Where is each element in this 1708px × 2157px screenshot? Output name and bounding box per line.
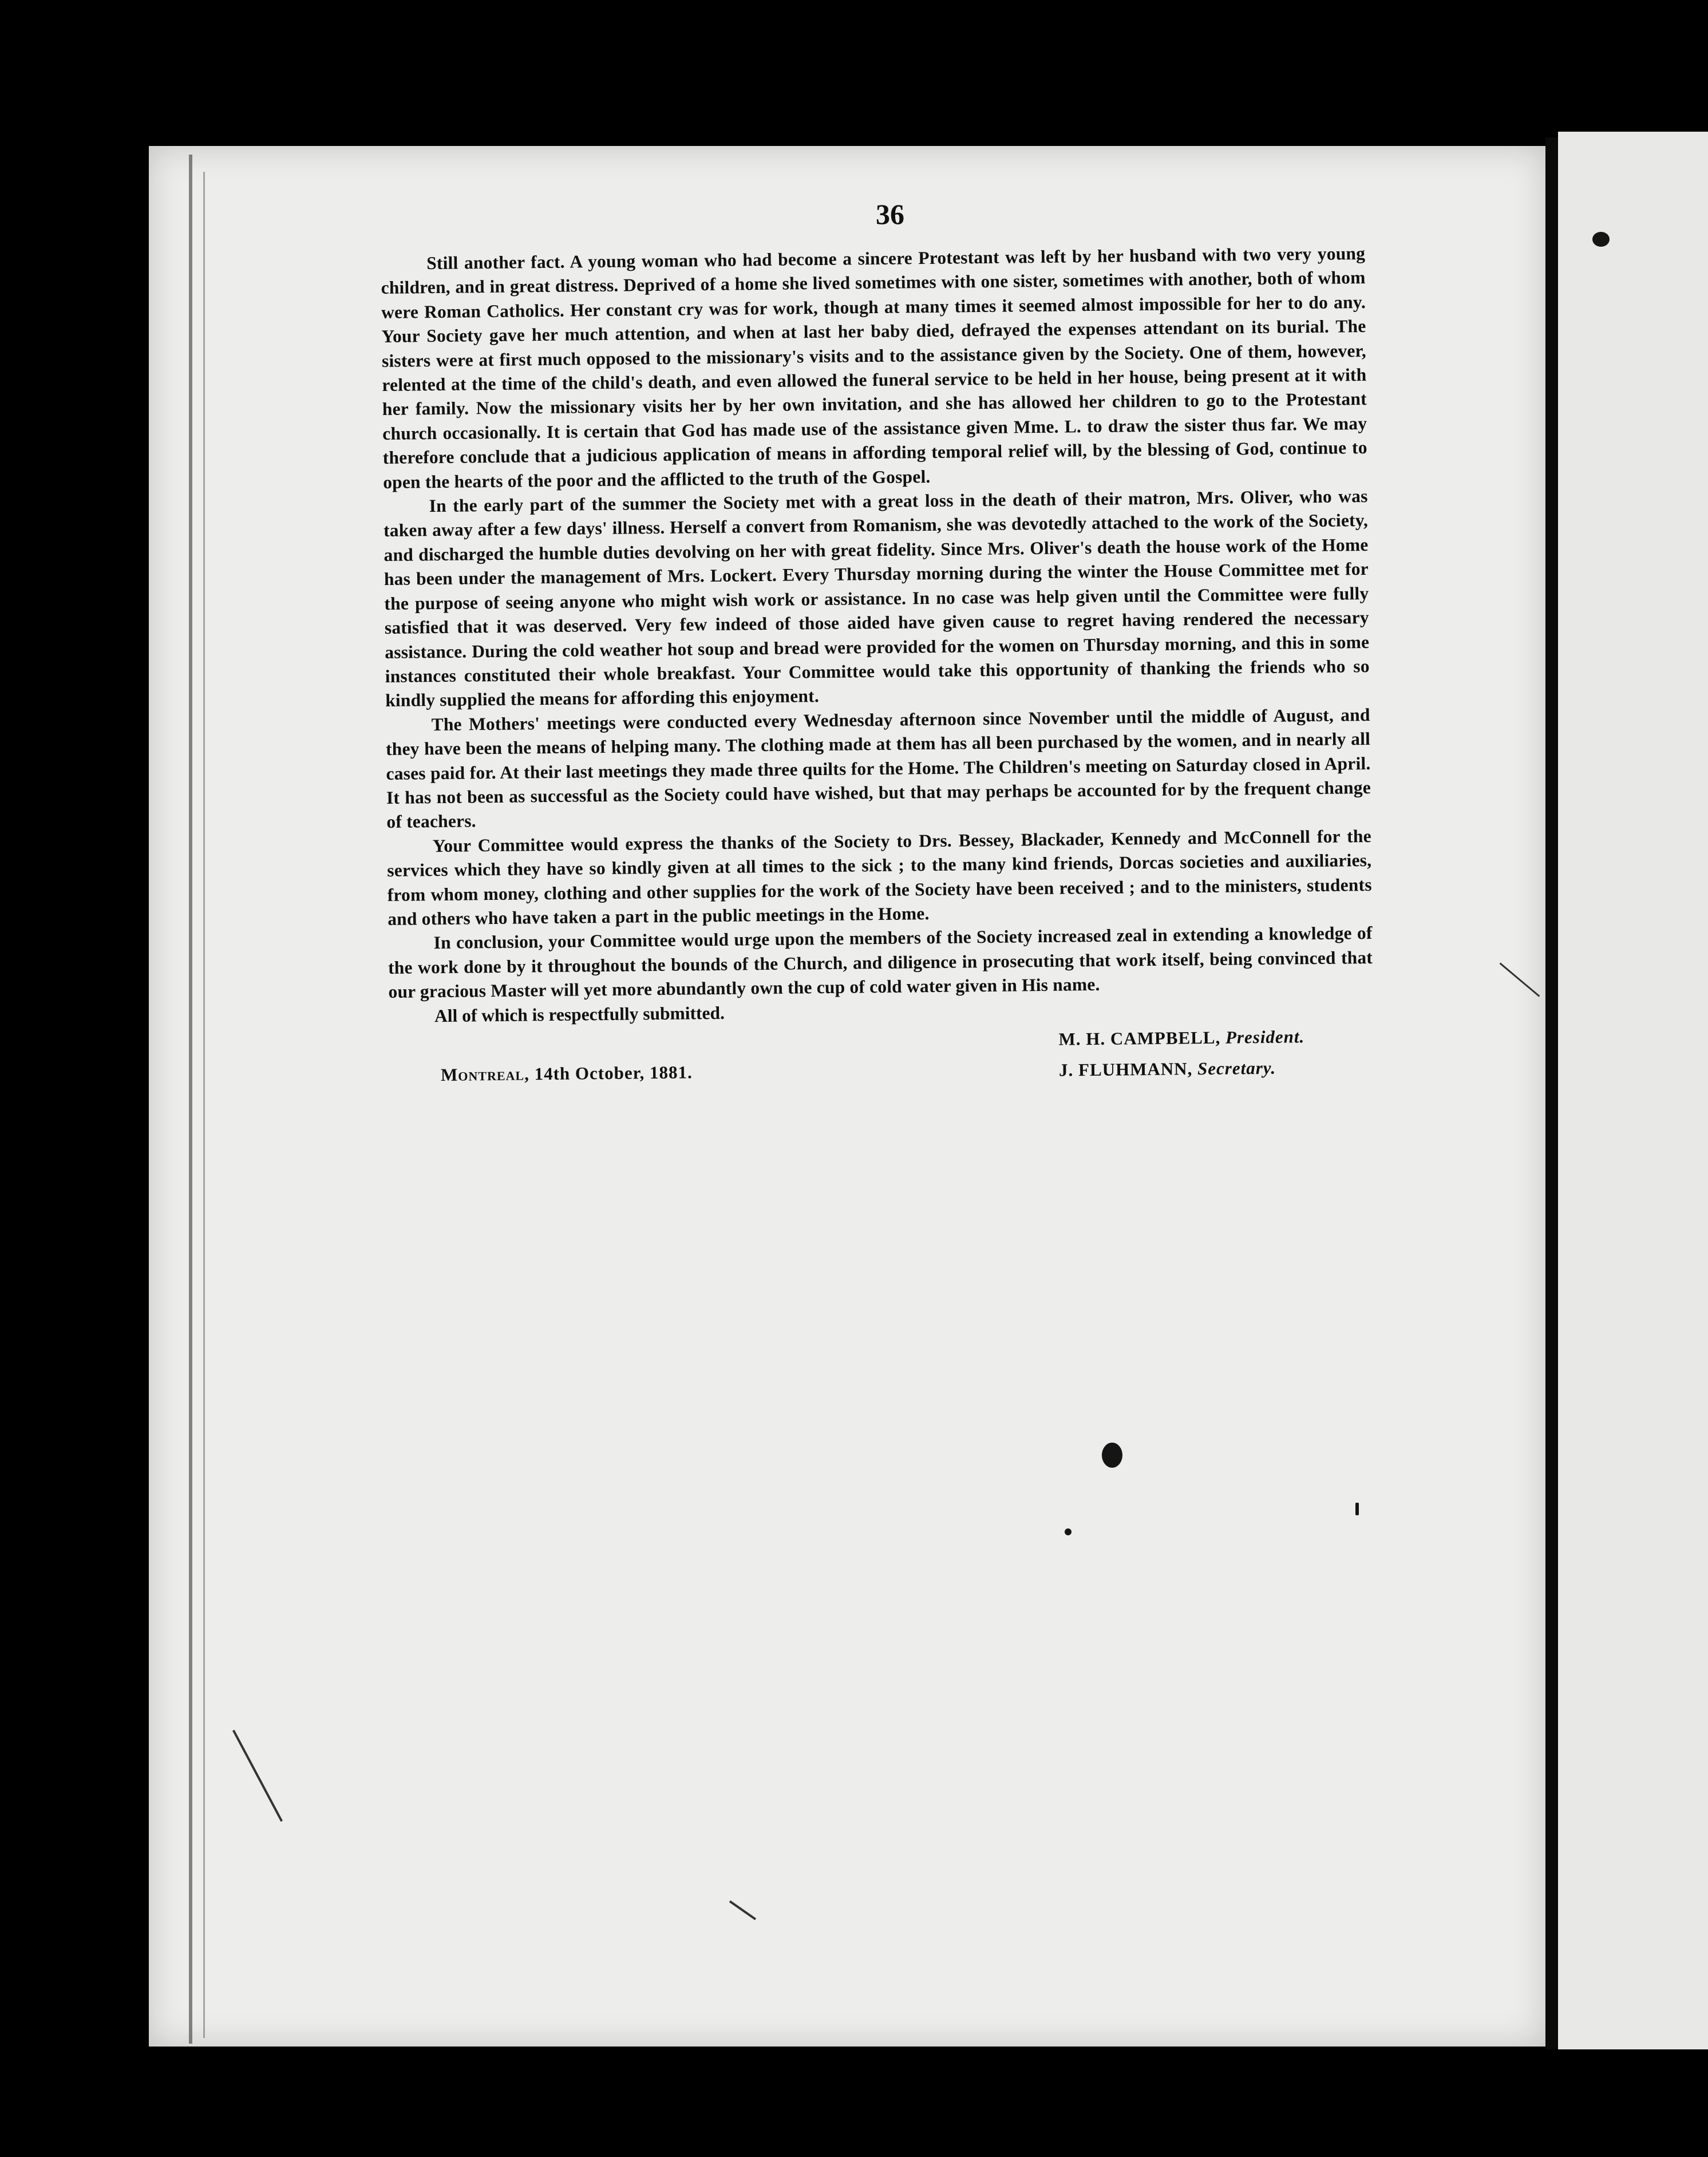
scan-speck — [1065, 1528, 1072, 1535]
paragraph-thanks: Your Committee would express the thanks of the Society to Drs. Bessey, Blackader, Kennedy and McConnell for the services which they have so kindly given at all times to the sick ; to the many kind friends, Dorcas societies and auxiliaries, from whom money, clothing and other supplies for the work of the Society have been received ; and to the ministers, students and others who have taken a part in the public meetings in the Home. — [387, 825, 1372, 929]
report-date: , 14th October, 1881. — [524, 1061, 693, 1084]
page-gutter — [1545, 137, 1558, 2049]
closing-line: All of which is respectfully submitted. — [434, 1002, 725, 1026]
signatory-secretary — [1059, 1052, 1305, 1085]
paragraph-matron-death: In the early part of the summer the Society met with a great loss in the death of their matron, Mrs. Oliver, who was taken away after a few days' illness. Herself a convert from Romanism, she was devotedly attached to the work of the Society, and discharged the humble duties devolving on her with great fidelity. Since Mrs. Oliver's death the house work of the Home has been under the management of Mrs. Lockert. Every Thursday morning during the winter the House Committee met for the purpose of seeing anyone who might wish work or assistance. In no case was help given until the Committee were fully satisfied that it was deserved. Very few indeed of those aided have given cause to regret having rendered the necessary assistance. During the cold weather hot soup and bread were provided for the women on Thursday morning, and this in some instances constituted their whole breakfast. Your Committee would take this opportunity of thanking the friends who so kindly supplied the means for affording this enjoyment. — [383, 486, 1370, 711]
page-number: 36 — [876, 198, 904, 230]
scan-speck — [1592, 232, 1610, 247]
scan-speck — [1355, 1503, 1359, 1515]
signatories — [1058, 1021, 1305, 1085]
paragraph-mothers-meetings: The Mothers' meetings were conducted every Wednesday afternoon since November until the middle of August, and they have been the means of helping many. The clothing made at them has all been purchased by the women, and in nearly all cases paid for. At their last meetings they made three quilts for the Home. The Children's meeting on Saturday closed in April. It has not been as successful as the Society could have wished, but that may perhaps be accounted for by the frequent change of teachers. — [385, 704, 1371, 832]
report-body — [381, 242, 1374, 1100]
signatory-name: M. H. CAMPBELL, — [1058, 1027, 1221, 1049]
page-binding-edge-inner — [203, 172, 205, 2038]
signatory-title: President. — [1225, 1026, 1305, 1048]
signature-section — [389, 1021, 1374, 1100]
place-date — [441, 1062, 693, 1085]
signatory-president — [1058, 1021, 1304, 1054]
adjacent-page-edge — [1558, 132, 1708, 2049]
page-binding-edge — [189, 155, 192, 2044]
signatory-title: Secretary. — [1197, 1057, 1276, 1078]
paragraph-conclusion: In conclusion, your Committee would urge upon the members of the Society increased zeal in extending a knowledge of the work done by it throughout the bounds of the Church, and diligence in prosecuting that work itself, being convinced that our gracious Master will yet more abundantly own the cup of cold water given in His name. — [388, 923, 1373, 1002]
scan-speck — [1102, 1443, 1122, 1468]
paragraph-still-another-fact: Still another fact. A young woman who had become a sincere Protestant was left by her husband with two very young children, and in great distress. Deprived of a home she lived sometimes with one sister, sometimes with another, both of whom were Roman Catholics. Her constant cry was for work, though at many times it seemed almost impossible for her to do any. Your Society gave her much attention, and when at last her baby died, defrayed the expenses attendant on its burial. The sisters were at first much opposed to the missionary's visits and to the assistance given by the Society. One of them, however, relented at the time of the child's death, and even allowed the funeral service to be held in her house, being present at it with her family. Now the missionary visits her by her own invitation, and she has allowed her children to go to the Protestant church occasionally. It is certain that God has made use of the assistance given Mme. L. to draw the sister thus far. We may therefore conclude that a judicious application of means in affording temporal relief will, by the blessing of God, continue to open the hearts of the poor and the afflicted to the truth of the Gospel. — [381, 243, 1367, 492]
place-name: Montreal — [440, 1064, 525, 1085]
signatory-name: J. FLUHMANN, — [1058, 1058, 1193, 1080]
